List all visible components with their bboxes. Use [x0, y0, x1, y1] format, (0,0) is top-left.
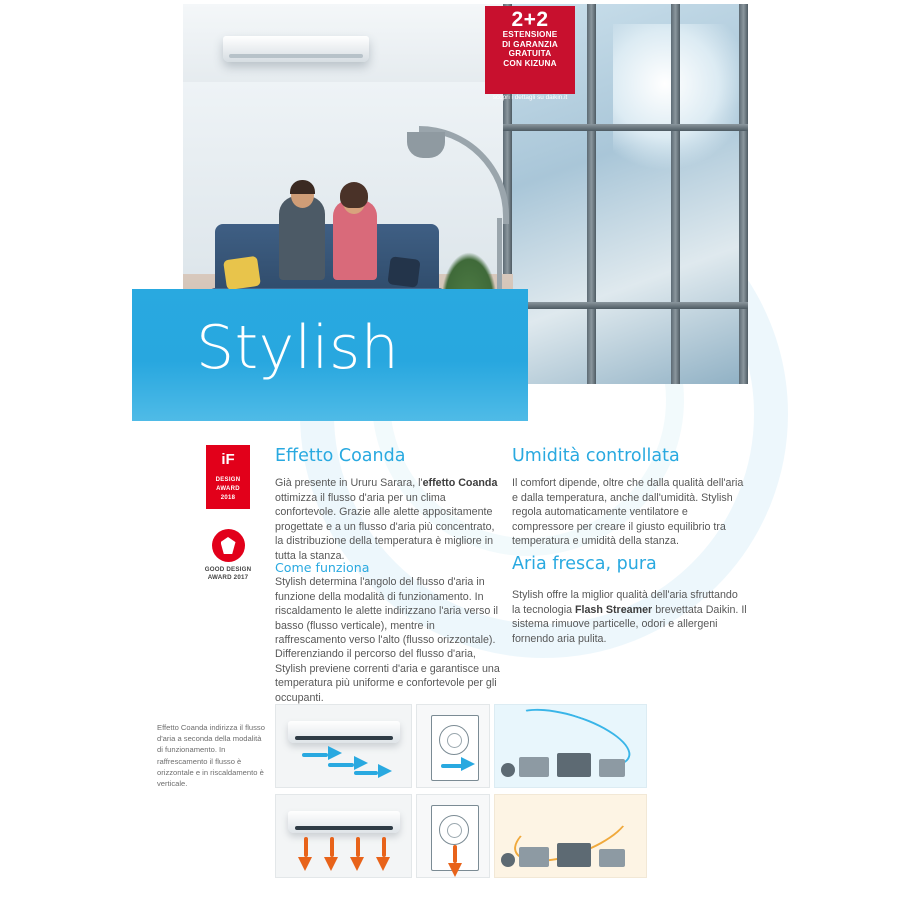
room-furniture [557, 843, 591, 867]
yellow-cushion [223, 256, 261, 290]
warranty-badge-line-1: ESTENSIONE [502, 30, 558, 39]
warranty-badge-headline: 2+2 [511, 8, 549, 31]
room-person [501, 763, 515, 777]
good-design-line-2: AWARD 2017 [207, 574, 249, 581]
diagram-louver-cooling [416, 704, 490, 788]
room-furniture [599, 759, 625, 777]
paragraph-effetto-coanda [275, 476, 505, 564]
dark-cushion [387, 256, 420, 287]
room-furniture [519, 757, 549, 777]
paragraph-aria-post: brevettata Daikin. Il sistema rimuove particelle, odori e allergeni fornendo aria pulita. [512, 603, 747, 645]
airflow-bar-orange [304, 837, 308, 857]
paragraph-umidita-controllata: Il comfort dipende, oltre che dalla qualità dell'aria e dalla temperatura, anche dall'umidità. Stylish regola automaticamente ventilatore e compressore per creare il giusto equilibrio tra temperatura e umidità della stanza. [512, 477, 744, 548]
if-design-award-logo [206, 445, 250, 509]
airflow-arrow-blue [328, 746, 342, 760]
airflow-bar-blue [354, 771, 378, 775]
window-mullion [739, 4, 748, 384]
louver-arrow-blue [461, 757, 475, 771]
wall-mounted-ac-unit [223, 36, 369, 62]
diagram-room-cooling [494, 704, 647, 788]
warranty-badge-line-4: CON KIZUNA [503, 58, 557, 68]
mini-ac-unit-icon [288, 721, 400, 743]
airflow-arrow-orange [376, 857, 390, 871]
heading-aria-fresca-pura: Aria fresca, pura [512, 554, 657, 574]
diagram-room-heating [494, 794, 647, 878]
airflow-arrow-blue [378, 764, 392, 778]
louver-arrow-orange [448, 863, 462, 877]
person-left-body [279, 196, 325, 280]
good-design-line-1: GOOD DESIGN [204, 566, 252, 573]
paragraph-come-funziona: Stylish determina l'angolo del flusso d'aria in funzione della modalità di funzionamento. In riscaldamento le alette indirizzano l'aria verso il basso (flusso verticale), mentre in raffrescamento verso l'alto (flusso orizzontale). [275, 576, 499, 647]
warranty-badge-line-3: GRATUITA [508, 49, 552, 59]
warranty-badge [485, 6, 575, 94]
louver-bar-orange [453, 845, 457, 863]
person-right-hair [340, 182, 368, 208]
airflow-bar-blue [302, 753, 328, 757]
room-furniture [599, 849, 625, 867]
if-award-line-2: AWARD [216, 486, 240, 492]
room-furniture [557, 753, 591, 777]
paragraph-flusso-differenziato: Differenziando il percorso del flusso d'aria, Stylish previene correnti d'aria e garantisce una temperatura più uniforme e confortevole per gli occupanti. [275, 648, 500, 704]
paragraph-aria-bold: Flash Streamer [574, 603, 653, 616]
louver-bar-blue [441, 764, 463, 768]
airflow-arrow-orange [324, 857, 338, 871]
heading-umidita-controllata: Umidità controllata [512, 446, 680, 466]
arc-lamp-shade [407, 132, 445, 158]
if-award-line-1: DESIGN [215, 477, 241, 483]
window-transom [503, 302, 748, 309]
room-furniture [519, 847, 549, 867]
airflow-bar-orange [382, 837, 386, 857]
diagram-caption: Effetto Coanda indirizza il flusso d'aria a seconda della modalità di funzionamento. In raffrescamento il flusso è orizzontale e in riscaldamento è verticale. [157, 723, 265, 789]
window-mullion [587, 4, 596, 384]
window-mullion [671, 4, 680, 384]
airflow-diagram-grid [275, 704, 647, 882]
if-award-mark: iF [221, 451, 235, 468]
airflow-arrow-orange [350, 857, 364, 871]
page-title: Stylish [196, 313, 400, 383]
louver-fan-icon [439, 725, 469, 755]
good-design-mark-icon [212, 529, 245, 562]
louver-fan-icon [439, 815, 469, 845]
diagram-unit-heating [275, 794, 412, 878]
airflow-bar-orange [330, 837, 334, 857]
paragraph-aria-pre: Stylish offre la miglior qualità dell'aria sfruttando la tecnologia [512, 589, 738, 616]
airflow-bar-blue [328, 763, 354, 767]
warranty-badge-footnote: scopri i dettagli su daikin.it [492, 94, 568, 101]
good-design-award-logo [199, 529, 257, 587]
diagram-louver-heating [416, 794, 490, 878]
airflow-arrow-orange [298, 857, 312, 871]
warranty-badge-line-2: DI GARANZIA [502, 39, 558, 49]
window-transom [503, 124, 748, 131]
paragraph-coanda-bold: effetto Coanda [422, 477, 498, 489]
if-award-line-3: 2018 [220, 495, 236, 501]
airflow-arrow-blue [354, 756, 368, 770]
mini-ac-unit-icon [288, 811, 400, 833]
paragraph-aria-fresca-pura [512, 588, 747, 646]
airflow-bar-orange [356, 837, 360, 857]
room-person [501, 853, 515, 867]
diagram-unit-cooling [275, 704, 412, 788]
heading-come-funziona: Come funziona [275, 560, 370, 575]
paragraph-coanda-post: ottimizza il flusso d'aria per un clima confortevole. Grazie alle alette appositamente progettate e a un flusso d'aria più concentrato, la distribuzione della temperatura è migliore in tutta la stanza. [275, 491, 495, 562]
heading-effetto-coanda: Effetto Coanda [275, 446, 406, 466]
paragraph-coanda-pre: Già presente in Ururu Sarara, l' [275, 477, 423, 489]
